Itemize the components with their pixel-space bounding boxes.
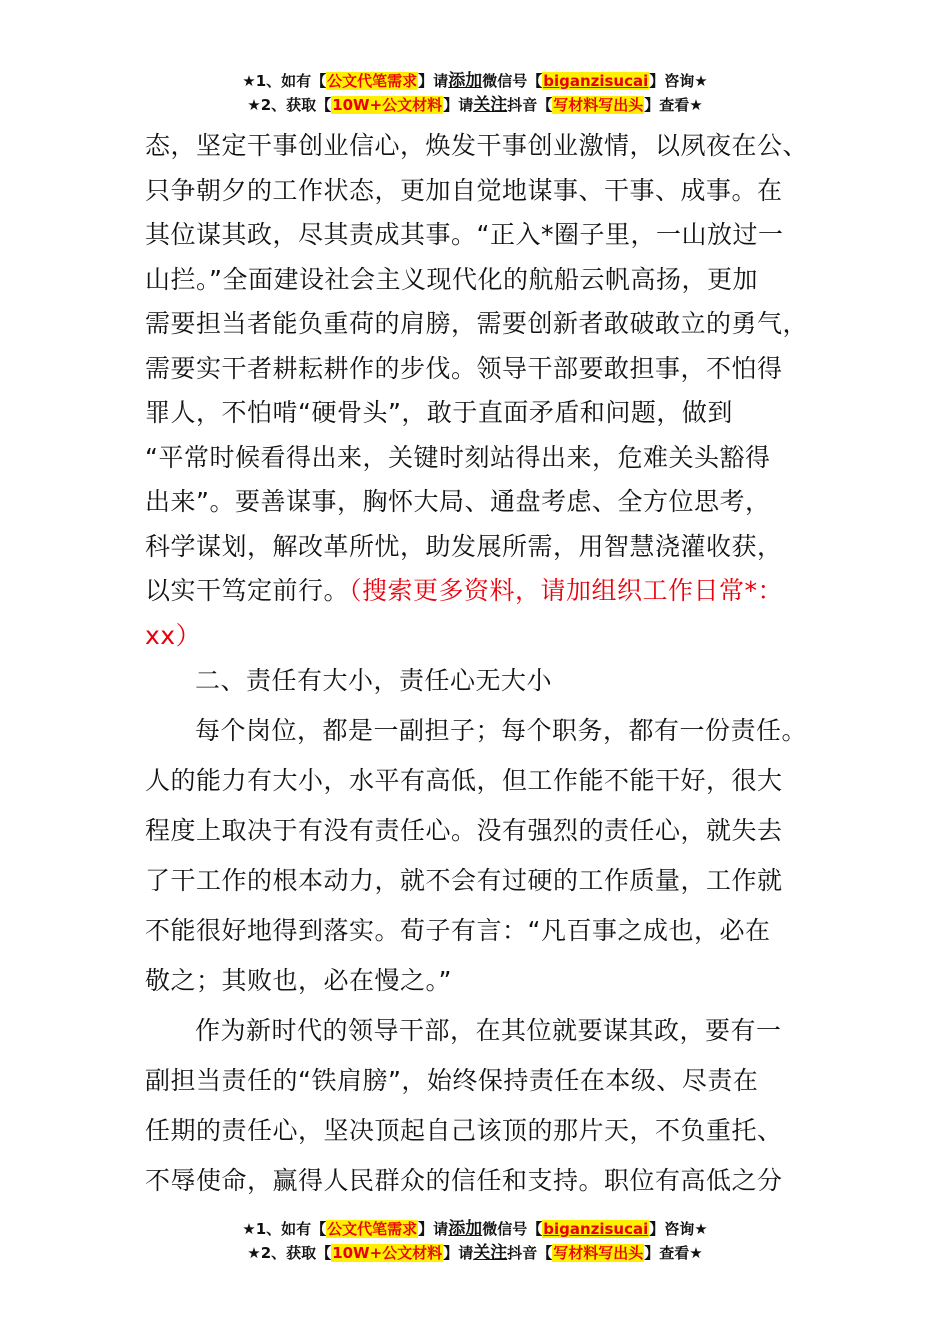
promo-douyin-account: 写材料写出头 — [553, 1244, 644, 1262]
promo-emphasis: 添加 — [448, 71, 483, 91]
promo-text: ★2、获取【 — [247, 1244, 332, 1262]
text-line: 罪人，不怕啃“硬骨头”，敢于直面矛盾和问题，做到 — [145, 398, 733, 427]
red-note-end: xx） — [145, 620, 202, 650]
promo-text: ★1、如有【 — [242, 72, 327, 90]
promo-banner-bottom — [0, 1218, 950, 1266]
text-line: 作为新时代的领导干部，在其位就要谋其政，要有一 — [195, 1016, 782, 1045]
promo-douyin-account: 写材料写出头 — [553, 96, 644, 114]
text-line: 山拦。”全面建设社会主义现代化的航船云帆高扬，更加 — [145, 264, 758, 294]
promo-banner-top — [0, 70, 950, 118]
promo-text: 微信号【 — [482, 72, 543, 90]
promo-wechat-id[interactable]: biganzisucai — [543, 1220, 649, 1238]
paragraph-continued — [145, 124, 825, 658]
promo-text: ★2、获取【 — [247, 96, 332, 114]
text-line: 任期的责任心，坚决顶起自己该顶的那片天，不负重托、 — [145, 1116, 783, 1145]
text-line: 每个岗位，都是一副担子；每个职务，都有一份责任。 — [195, 716, 808, 745]
promo-text: 】请 — [443, 1244, 474, 1262]
promo-emphasis: 关注 — [473, 1243, 508, 1263]
text-line: 副担当责任的“铁肩膀”，始终保持责任在本级、尽责在 — [145, 1066, 759, 1095]
promo-line-2 — [0, 1242, 950, 1266]
promo-text: 】咨询★ — [649, 1220, 708, 1238]
promo-text: 抖音【 — [507, 96, 553, 114]
section-two — [145, 656, 825, 1206]
text-line: 了干工作的根本动力，就不会有过硬的工作质量，工作就 — [145, 866, 783, 895]
promo-text: 】查看★ — [644, 96, 703, 114]
text-line: 不辱使命，赢得人民群众的信任和支持。职位有高低之分 — [145, 1166, 783, 1195]
promo-highlight-service: 公文代笔需求 — [327, 72, 418, 90]
promo-highlight-service: 公文代笔需求 — [327, 1220, 418, 1238]
promo-line-1 — [0, 1218, 950, 1242]
text-line: 人的能力有大小，水平有高低，但工作能不能干好，很大 — [145, 766, 783, 795]
promo-line-2 — [0, 94, 950, 118]
text-line: 态，坚定干事创业信心，焕发干事创业激情，以夙夜在公、 — [145, 131, 809, 160]
promo-line-1 — [0, 70, 950, 94]
text-line-mixed — [145, 569, 825, 614]
red-note: （搜索更多资料，请加组织工作日常*： — [349, 576, 784, 605]
promo-text: 】请 — [418, 72, 449, 90]
text-line: 需要担当者能负重荷的肩膀，需要创新者敢破敢立的勇气， — [145, 309, 809, 338]
promo-text: 】请 — [443, 96, 474, 114]
text-line: 科学谋划，解改革所忧，助发展所需，用智慧浇灌收获， — [145, 531, 783, 561]
text-line: “平常时候看得出来，关键时刻站得出来，危难关头豁得 — [145, 442, 771, 472]
text-line: 敬之；其败也，必在慢之。” — [145, 966, 452, 995]
text-line: 需要实干者耕耘耕作的步伐。领导干部要敢担事，不怕得 — [145, 353, 783, 383]
promo-emphasis: 添加 — [448, 1219, 483, 1239]
section-heading: 二、责任有大小，责任心无大小 — [195, 666, 553, 695]
promo-emphasis: 关注 — [473, 95, 508, 115]
text-line: 只争朝夕的工作状态，更加自觉地谋事、干事、成事。在 — [145, 175, 783, 205]
promo-text: ★1、如有【 — [242, 1220, 327, 1238]
promo-text: 】查看★ — [644, 1244, 703, 1262]
promo-highlight-materials: 10W+公文材料 — [332, 96, 443, 114]
promo-text: 抖音【 — [507, 1244, 553, 1262]
text-line: 程度上取决于有没有责任心。没有强烈的责任心，就失去 — [145, 816, 783, 845]
text-line: 出来”。要善谋事，胸怀大局、通盘考虑、全方位思考， — [145, 487, 771, 516]
promo-text: 】咨询★ — [649, 72, 708, 90]
promo-highlight-materials: 10W+公文材料 — [332, 1244, 443, 1262]
text-line: 不能很好地得到落实。荀子有言：“凡百事之成也，必在 — [145, 916, 771, 945]
promo-text: 微信号【 — [482, 1220, 543, 1238]
text-line: 其位谋其政，尽其责成其事。“正入*圈子里，一山放过一 — [145, 220, 784, 249]
promo-text: 】请 — [418, 1220, 449, 1238]
promo-wechat-id[interactable]: biganzisucai — [543, 72, 649, 90]
text-segment: 以实干笃定前行。 — [145, 576, 350, 605]
